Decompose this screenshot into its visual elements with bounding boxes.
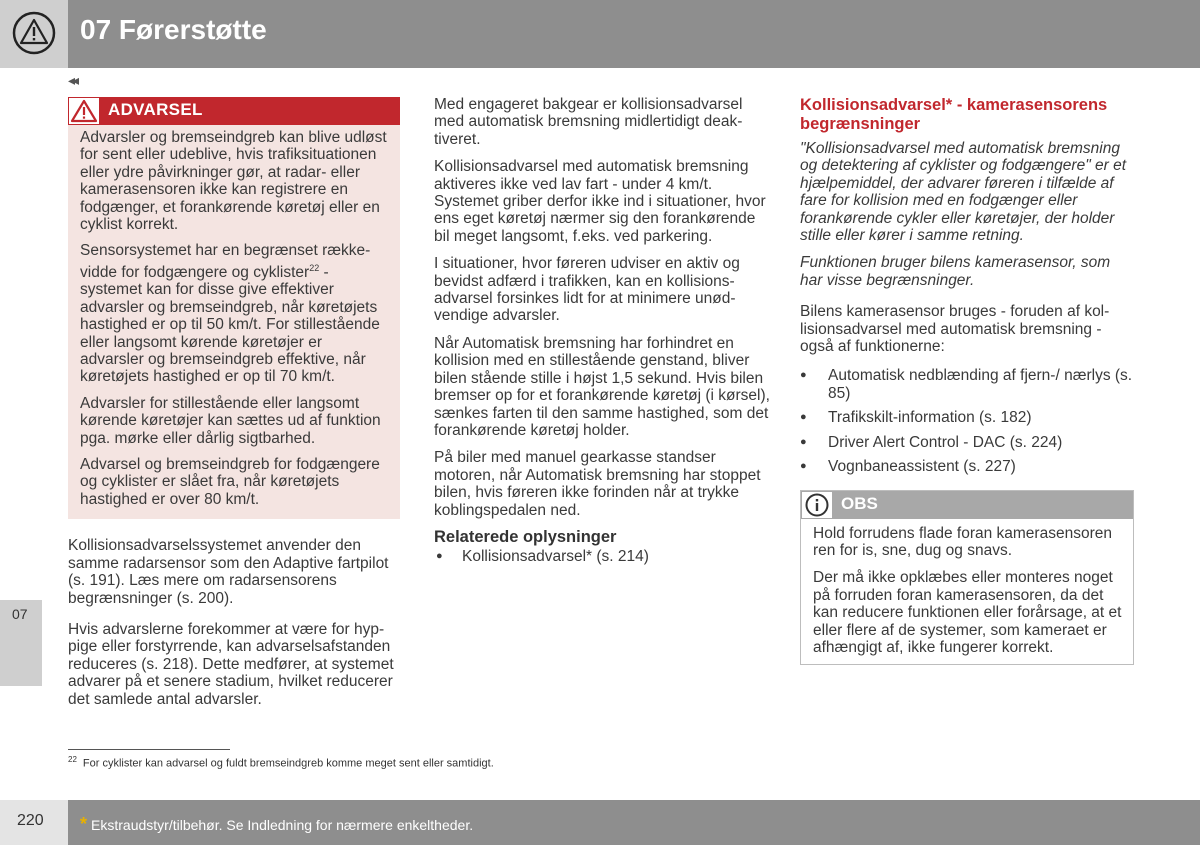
page-number: 220 [17,812,44,829]
warning-body [68,125,400,508]
column-1 [68,97,400,722]
paragraph: På biler med manuel gearkasse standser motoren, når Automatisk bremsning har stoppet bilen, hvis føreren ikke forinden når at trykke koblingspedalen ned. [434,449,761,519]
related-link[interactable]: ● Kollisionsadvarsel* (s. 214) [434,548,770,565]
warning-title: ADVARSEL [108,100,203,119]
paragraph: Hvis advarslerne forekommer at være for hyppige eller forstyrrende, kan advarselsafstanden reduceres (s. 218). Dette medfører, at systemet advarer på et senere stadium, hvilket reducerer det samlede antal advarsler. [68,620,394,708]
list-item[interactable]: ● Vognbaneassistent (s. 227) [800,458,1134,475]
related-heading: Relaterede oplysninger [434,527,617,546]
warning-paragraph: Advarsler for stillestående eller langsomt kørende køretøjer kan sættes ud af funktion pga. mørke eller dårlig sigtbarhed. [80,394,381,447]
paragraph: Kollisionsadvarselssystemet anvender den samme radarsensor som den Adaptive fartpilot (s. 191). Læs mere om radarsensorens begrænsninger (s. 200). [68,537,389,607]
note-paragraph: Der må ikke opklæbes eller monteres noget på forruden foran kamerasensoren, da det kan reducere funktionen eller forårsage, at et eller flere af de systemer, som kameraet er afhængigt af, ikke fungerer korrekt. [813,569,1122,656]
function-list [800,367,1134,475]
warning-box [68,97,400,519]
section-title: Kollisionsadvarsel* - kamerasensorens begrænsninger [800,96,1108,133]
warning-paragraph: Advarsel og bremseindgreb for fodgængere og cyklister er slået fra, når køretøjets hastighed er over 80 km/t. [80,456,380,508]
footnote-divider [68,749,230,750]
warning-paragraph: Advarsler og bremseindgreb kan blive udløst for sent eller udeblive, hvis trafiksituationen eller ydre påvirkninger gør, at radar- eller kamerasensoren ikke kan registrere en fodgænger, et forankørende køretøj eller en cyklist korrekt. [80,129,387,234]
warning-triangle-icon [12,11,56,55]
footer-note-text: Ekstraudstyr/tilbehør. Se Indledning for nærmere enkeltheder. [91,817,474,833]
column-2 [434,96,770,566]
footnote-text: For cyklister kan advarsel og fuldt bremseindgreb komme meget sent eller samtidigt. [82,757,494,770]
body-text [68,537,400,708]
footnote-ref[interactable]: 22 [309,262,320,273]
note-header [801,491,1133,519]
column-3 [800,96,1134,665]
paragraph: Kollisionsadvarsel med automatisk bremsning aktiveres ikke ved lav fart - under 4 km/t. Systemet griber derfor ikke ind i situationer, hvor ens eget køretøj nærmer sig den forankørende bil meget langsomt, f.eks. ved parkering. [434,158,766,245]
note-body [801,519,1133,665]
paragraph: I situationer, hvor føreren udviser en aktiv og bevidst adfærd i trafikken, kan en kollisionsadvarsel forsinkes lidt for at minimere unødvendige advarsler. [434,255,740,325]
chapter-tab [0,600,42,686]
page-title: 07 Førerstøtte [80,14,267,45]
warning-header [68,97,400,125]
list-item[interactable]: ● Automatisk nedblænding af fjern-/ nærlys (s. 85) [800,367,1134,402]
chapter-tab-label: 07 [12,606,28,622]
note-box [800,490,1134,666]
warning-paragraph: Sensorsystemet har en begrænset rækkevidde for fodgængere og cyklister$^{22}$ - systemet kan for disse give effektiver advarsler og bremseindgreb, når køretøjets hastighed er op til 50 km/t. For stillestående eller langsomt kørende køretøjer er advarsler og bremseindgreb effektive, når køretøjets hastighed er op til 70 km/t. [80,242,380,386]
header-icon-area [0,0,68,68]
note-title: OBS [841,493,878,513]
asterisk-icon: * [80,814,88,834]
list-item[interactable]: ● Trafikskilt-information (s. 182) [800,409,1134,426]
list-item[interactable]: ● Driver Alert Control - DAC (s. 224) [800,434,1134,451]
note-paragraph: Hold forrudens flade foran kamerasensoren ren for is, sne, dug og snavs. [813,524,1112,559]
footer-note [80,814,473,835]
paragraph: Når Automatisk bremsning har forhindret en kollision med en stillestående genstand, bliver bilen stående stille i højst 1,5 sekund. Hvis bilen bremser op for et forankørende køretøj (i kørsel), sænkes farten til den samme hastighed, som det forankørende køretøj holder. [434,334,770,439]
footnote [68,755,494,770]
italic-paragraph: Funktionen bruger bilens kamerasensor, som har visse begrænsninger. [800,254,1111,289]
warning-triangle-icon [69,98,99,124]
paragraph: Med engageret bakgear er kollisionsadvarsel med automatisk bremsning midlertidigt deaktiveret. [434,96,743,148]
paragraph: Bilens kamerasensor bruges - foruden af kollisionsadvarsel med automatisk bremsning - også af funktionerne: [800,303,1110,356]
back-arrows-icon[interactable]: ◂◂ [68,72,77,88]
italic-paragraph: "Kollisionsadvarsel med automatisk bremsning og detektering af cyklister og fodgængere" er et hjælpemiddel, der advarer føreren i tilfælde af fare for kollision med en fodgænger eller forankørende cykler eller køretøjer, der holder stille eller kører i samme retning. [800,140,1127,245]
info-icon [802,492,832,518]
footnote-number: 22 [68,755,77,764]
